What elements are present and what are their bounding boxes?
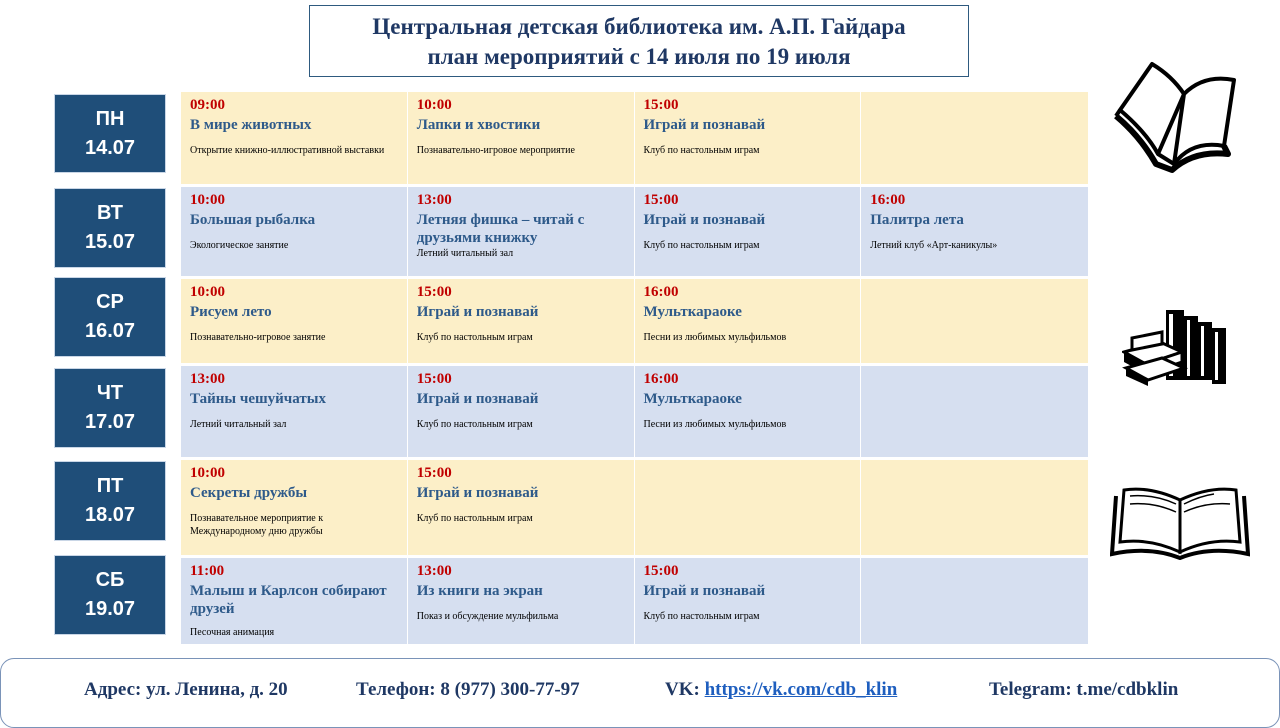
- event-name: Рисуем лето: [190, 304, 272, 320]
- event-desc: Песни из любимых мульфильмов: [643, 419, 787, 430]
- event-name: Секреты дружбы: [190, 485, 308, 501]
- schedule-row-fri: [181, 460, 1088, 555]
- day-abbr: ПН: [95, 107, 125, 130]
- event-desc: Клуб по настольным играм: [643, 145, 760, 156]
- day-abbr: ПТ: [96, 475, 124, 497]
- event-cell: [408, 460, 635, 555]
- event-cell: [408, 92, 635, 184]
- event-name: Мульткараоке: [643, 391, 742, 407]
- event-desc: Познавательно-игровое занятие: [190, 332, 326, 343]
- event-time: 16:00: [870, 192, 906, 208]
- event-cell-empty: [861, 92, 1088, 184]
- event-time: 09:00: [190, 97, 225, 113]
- footer-telegram: Telegram: t.me/cdbklin: [989, 679, 1179, 700]
- event-name: Лапки и хвостики: [416, 117, 541, 133]
- event-time: 13:00: [416, 192, 452, 208]
- event-name: Из книги на экран: [416, 583, 543, 599]
- schedule-row-thu: [181, 366, 1088, 457]
- open-book-icon: [1112, 58, 1252, 176]
- event-cell-empty: [635, 460, 862, 555]
- event-time: 16:00: [643, 371, 679, 387]
- event-name: Палитра лета: [870, 212, 964, 228]
- event-cell: [635, 187, 862, 276]
- event-cell: [181, 187, 408, 276]
- event-name: Малыш и Карлсон собирают друзей: [190, 583, 387, 617]
- event-desc: Песни из любимых мульфильмов: [643, 332, 787, 343]
- event-desc: Клуб по настольным играм: [643, 611, 760, 622]
- event-time: 13:00: [416, 563, 452, 579]
- event-cell: [635, 92, 862, 184]
- footer-vk: [665, 679, 897, 701]
- day-label-fri: [55, 462, 165, 540]
- title-line-2: план мероприятий с 14 июля по 19 июля: [427, 44, 851, 69]
- event-name: Летняя фишка – читай с друзьями книжку: [416, 212, 585, 246]
- day-date: 15.07: [84, 231, 136, 253]
- event-name: Играй и познавай: [643, 583, 766, 599]
- day-label-sat: [55, 556, 165, 634]
- event-cell: [635, 279, 862, 363]
- event-desc: Песочная анимация: [190, 627, 275, 638]
- event-cell-empty: [861, 558, 1088, 644]
- schedule-row-mon: [181, 92, 1088, 184]
- event-time: 11:00: [190, 563, 225, 579]
- event-cell: [181, 366, 408, 457]
- event-desc: Летний клуб «Арт-каникулы»: [870, 240, 998, 251]
- open-book-flat-icon: [1110, 482, 1250, 560]
- day-label-mon: [55, 95, 165, 172]
- event-cell-empty: [861, 460, 1088, 555]
- day-date: 19.07: [84, 598, 136, 620]
- event-cell: [181, 279, 408, 363]
- day-abbr: ВТ: [97, 202, 123, 224]
- book-stack-icon: [1122, 302, 1230, 386]
- event-cell: [408, 279, 635, 363]
- event-desc: Клуб по настольным играм: [416, 419, 533, 430]
- page-title: [309, 5, 969, 77]
- event-desc: Открытие книжно-иллюстративной выставки: [190, 145, 385, 156]
- title-line-1: Центральная детская библиотека им. А.П. Гайдара: [372, 14, 906, 39]
- day-abbr: ЧТ: [96, 382, 124, 404]
- event-cell: [861, 187, 1088, 276]
- event-time: 13:00: [190, 371, 225, 387]
- event-desc: Экологическое занятие: [190, 240, 289, 251]
- event-time: 15:00: [643, 192, 679, 208]
- day-date: 14.07: [84, 136, 136, 159]
- day-label-tue: [55, 189, 165, 267]
- event-name: Играй и познавай: [416, 391, 539, 407]
- event-cell: [408, 558, 635, 644]
- event-cell-empty: [861, 279, 1088, 363]
- day-label-wed: [55, 278, 165, 356]
- day-date: 17.07: [84, 411, 136, 433]
- day-abbr: СР: [96, 291, 124, 313]
- footer-phone: Телефон: 8 (977) 300-77-97: [356, 679, 580, 700]
- event-time: 15:00: [416, 371, 452, 387]
- event-time: 15:00: [416, 284, 452, 300]
- vk-link[interactable]: https://vk.com/cdb_klin: [704, 679, 898, 700]
- event-time: 10:00: [416, 97, 452, 113]
- event-name: Играй и познавай: [643, 212, 766, 228]
- schedule-row-wed: [181, 279, 1088, 363]
- event-cell: [181, 558, 408, 644]
- event-name: Играй и познавай: [643, 117, 766, 133]
- schedule-row-sat: [181, 558, 1088, 644]
- event-desc: Познавательно-игровое мероприятие: [416, 145, 575, 156]
- day-abbr: СБ: [95, 569, 125, 591]
- event-time: 15:00: [643, 97, 679, 113]
- footer-vk-label: VK:: [665, 679, 705, 700]
- day-label-thu: [55, 369, 165, 447]
- event-name: В мире животных: [190, 117, 312, 133]
- event-cell: [635, 366, 862, 457]
- day-date: 16.07: [84, 320, 136, 342]
- schedule-row-tue: [181, 187, 1088, 276]
- event-cell: [408, 366, 635, 457]
- event-name: Мульткараоке: [643, 304, 742, 320]
- day-date: 18.07: [84, 504, 136, 526]
- event-cell: [181, 460, 408, 555]
- event-desc: Клуб по настольным играм: [416, 513, 533, 524]
- event-desc: Показ и обсуждение мульфильма: [416, 611, 559, 622]
- event-desc: Летний читальный зал: [416, 248, 514, 259]
- footer-address: Адрес: ул. Ленина, д. 20: [84, 679, 288, 700]
- event-time: 10:00: [190, 284, 225, 300]
- event-cell: [635, 558, 862, 644]
- event-time: 15:00: [416, 465, 452, 481]
- event-cell: [408, 187, 635, 276]
- event-time: 15:00: [643, 563, 679, 579]
- event-name: Играй и познавай: [416, 304, 539, 320]
- event-time: 10:00: [190, 465, 225, 481]
- event-cell: [181, 92, 408, 184]
- event-desc: Познавательное мероприятие к Международному дню дружбы: [190, 513, 324, 537]
- event-name: Играй и познавай: [416, 485, 539, 501]
- event-desc: Летний читальный зал: [190, 419, 287, 430]
- event-desc: Клуб по настольным играм: [643, 240, 760, 251]
- event-cell-empty: [861, 366, 1088, 457]
- event-time: 10:00: [190, 192, 225, 208]
- event-name: Тайны чешуйчатых: [190, 391, 326, 407]
- event-name: Большая рыбалка: [190, 212, 316, 228]
- event-time: 16:00: [643, 284, 679, 300]
- event-desc: Клуб по настольным играм: [416, 332, 533, 343]
